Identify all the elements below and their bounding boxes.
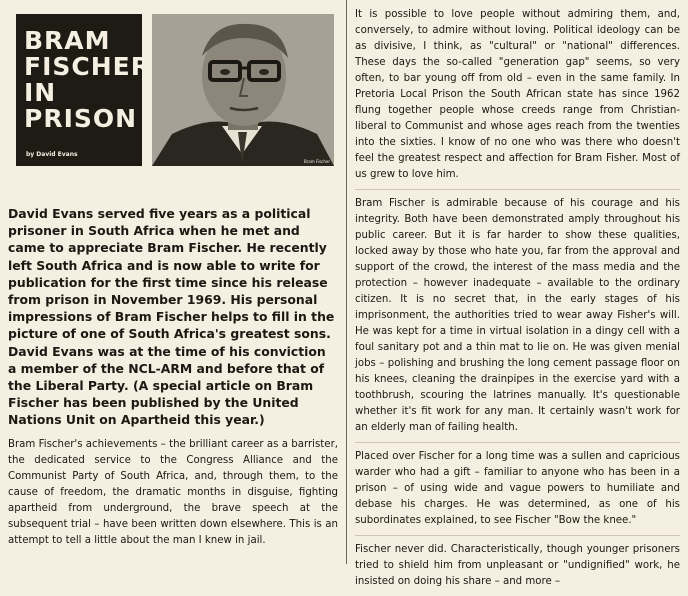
- body-paragraph: Placed over Fischer for a long time was a sullen and capricious warder who had a gift – familiar to anyone who has been in a prison – of using wide and vague powers to humiliate and debase his charges. He was determined, as one of his subordinates explained, to see Fischer "Bow the knee.": [355, 451, 680, 526]
- paragraph-rule: [355, 442, 680, 443]
- portrait-illustration: [152, 14, 334, 166]
- paragraph-rule: [355, 189, 680, 190]
- title-line: PRISON: [24, 104, 138, 133]
- byline: by David Evans: [26, 151, 78, 158]
- paragraph-rule: [355, 535, 680, 536]
- intro-paragraph: David Evans served five years as a political prisoner in South Africa when he met and came to appreciate Bram Fischer. He recently left South Africa and is now able to write for publication for the first time since his release from prison in November 1969. His personal impressions of Bram Fischer helps to fill in the picture of one of South Africa's greatest sons. David Evans was at the time of his conviction a member of the NCL-ARM and before that of the Liberal Party. (A special article on Bram Fischer has been published by the United Nations Unit on Apartheid this year.): [8, 206, 335, 428]
- body-paragraph: Fischer never did. Characteristically, though younger prisoners tried to shield him from unpleasant or "undignified" work, he insisted on doing his share – and more –: [355, 544, 680, 587]
- title-line: IN: [24, 78, 57, 107]
- right-column: [355, 7, 680, 596]
- title-line: FISCHER: [24, 52, 151, 81]
- column-divider: [346, 0, 347, 564]
- title-line: BRAM: [24, 26, 111, 55]
- title-block: [16, 14, 151, 166]
- portrait-photo: [152, 14, 334, 166]
- body-paragraph: Bram Fischer is admirable because of his courage and his integrity. Both have been demonstrated amply throughout his public career. But it is far harder to show these qualities, locked away by those who hate you, far from the approval and support of the crowd, the interest of the mass media and the protection – however inadequate – available to the ordinary citizen. It is no secret that, in the early stages of his imprisonment, the authorities tried to wear away Fisher's will. He was kept for a time in virtual isolation in a dingy cell with a foul sanitary pot and a thin mat to lie on. He was given menial jobs – polishing and brushing the long cement passage floor on his knees, cleaning the drainpipes in the exercise yard with a toothbrush, scouring the latrines manually. It's questionable whether it's fit work for any man. It certainly wasn't work for an elderly man of failing health.: [355, 198, 680, 433]
- body-paragraph: It is possible to love people without admiring them, and, conversely, to admire without loving. Political ideology can be as divisive, I think, as "cultural" or "national" differences. These days the so-called "generation gap" seems, so very often, to bar young off from old – even in the same family. In Pretoria Local Prison the South African state has since 1962 flung together people whose creeds range from Christian-liberal to Communist and whose ages reach from the twenties into the sixties. I know of no one who was there who doesn't feel the greatest respect and affection for Bram Fisher. Most of us grew to love him.: [355, 9, 680, 180]
- body-paragraph: Bram Fischer's achievements – the brilliant career as a barrister, the dedicated service to the Congress Alliance and the Communist Party of South Africa, and, through them, to the cause of freedom, the dramatic months in disguise, fighting apartheid from underground, the brave speech at the subsequent trial – have been written down elsewhere. This is an attempt to tell a little about the man I knew in jail.: [8, 439, 338, 546]
- photo-caption: Bram Fischer: [303, 159, 330, 164]
